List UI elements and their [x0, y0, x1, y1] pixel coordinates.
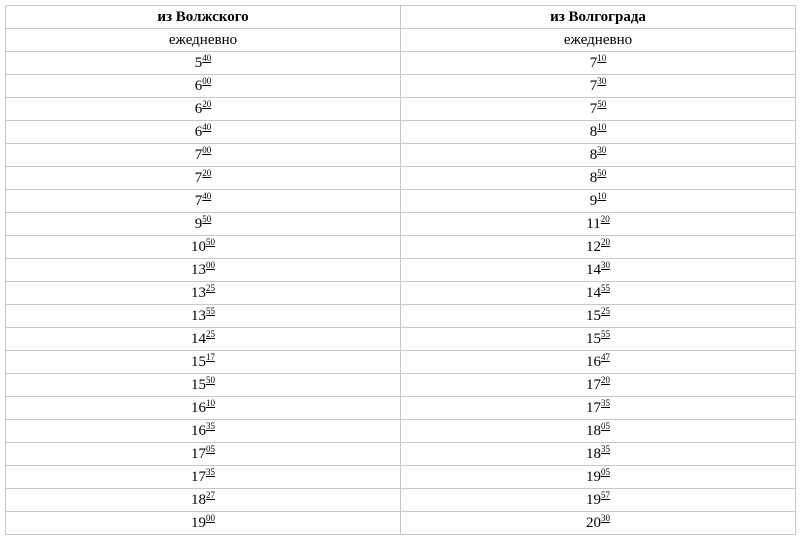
departure-volgograd: [401, 489, 796, 512]
time-minute: 55: [601, 283, 610, 293]
departure-volgograd: [401, 236, 796, 259]
departure-volzhsky: [6, 351, 401, 374]
time-minute: 30: [601, 260, 610, 270]
time-value: [586, 216, 609, 232]
table-row: [6, 75, 796, 98]
time-hour: 19: [191, 515, 206, 531]
time-value: [586, 515, 610, 531]
time-value: [586, 469, 610, 485]
time-hour: 13: [191, 308, 206, 324]
time-minute: 55: [206, 306, 215, 316]
time-value: [191, 239, 215, 255]
time-minute: 40: [202, 191, 212, 201]
time-value: [191, 400, 215, 416]
time-minute: 35: [206, 467, 215, 477]
time-hour: 14: [191, 331, 206, 347]
time-hour: 8: [589, 170, 598, 186]
departure-volgograd: [401, 420, 796, 443]
time-hour: 7: [589, 55, 598, 71]
departure-volzhsky: [6, 466, 401, 489]
time-value: [586, 400, 610, 416]
departure-volzhsky: [6, 489, 401, 512]
time-hour: 9: [194, 216, 203, 232]
departure-volzhsky: [6, 190, 401, 213]
time-value: [195, 170, 212, 186]
time-minute: 05: [601, 467, 610, 477]
departure-volzhsky: [6, 374, 401, 397]
time-hour: 7: [589, 101, 598, 117]
time-hour: 7: [194, 193, 203, 209]
departure-volgograd: [401, 75, 796, 98]
table-row: [6, 98, 796, 121]
departure-volzhsky: [6, 98, 401, 121]
time-hour: 8: [589, 147, 598, 163]
time-minute: 10: [206, 398, 215, 408]
time-value: [590, 147, 607, 163]
time-value: [590, 193, 607, 209]
time-minute: 25: [206, 329, 215, 339]
time-value: [586, 262, 610, 278]
time-minute: 40: [202, 122, 212, 132]
header-from-volgograd: из Волгограда: [401, 6, 796, 29]
time-value: [586, 239, 610, 255]
time-value: [191, 423, 215, 439]
time-hour: 11: [586, 216, 601, 232]
time-hour: 8: [589, 124, 598, 140]
departure-volgograd: [401, 98, 796, 121]
time-hour: 7: [194, 147, 203, 163]
departure-volzhsky: [6, 144, 401, 167]
time-hour: 10: [191, 239, 206, 255]
table-row: [6, 190, 796, 213]
table-row: [6, 259, 796, 282]
departure-volzhsky: [6, 420, 401, 443]
table-row: [6, 236, 796, 259]
time-hour: 13: [191, 262, 206, 278]
time-minute: 10: [597, 122, 607, 132]
departure-volgograd: [401, 282, 796, 305]
time-minute: 50: [206, 375, 215, 385]
schedule-table: [5, 5, 796, 535]
table-row: [6, 328, 796, 351]
time-value: [590, 101, 607, 117]
departure-volgograd: [401, 144, 796, 167]
time-minute: 20: [202, 168, 212, 178]
time-minute: 27: [206, 490, 215, 500]
time-value: [586, 331, 610, 347]
time-minute: 00: [202, 145, 212, 155]
time-minute: 35: [601, 444, 610, 454]
departure-volgograd: [401, 52, 796, 75]
table-row: [6, 489, 796, 512]
departure-volgograd: [401, 259, 796, 282]
table-row: [6, 351, 796, 374]
time-hour: 5: [194, 55, 203, 71]
time-minute: 25: [601, 306, 610, 316]
time-hour: 17: [586, 377, 601, 393]
departure-volzhsky: [6, 512, 401, 535]
time-hour: 6: [194, 124, 203, 140]
table-row: [6, 512, 796, 535]
departure-volzhsky: [6, 259, 401, 282]
time-minute: 50: [597, 168, 607, 178]
departure-volgograd: [401, 121, 796, 144]
table-row: [6, 167, 796, 190]
departure-volzhsky: [6, 305, 401, 328]
time-hour: 18: [586, 423, 601, 439]
time-hour: 17: [191, 446, 206, 462]
time-value: [191, 262, 215, 278]
time-hour: 16: [586, 354, 601, 370]
departure-volzhsky: [6, 328, 401, 351]
departure-volgograd: [401, 443, 796, 466]
time-minute: 00: [202, 76, 212, 86]
time-hour: 20: [586, 515, 601, 531]
frequency-volgograd: ежедневно: [401, 29, 796, 52]
time-value: [586, 492, 610, 508]
time-hour: 16: [191, 400, 206, 416]
time-minute: 35: [601, 398, 610, 408]
time-value: [191, 515, 215, 531]
time-hour: 6: [194, 78, 203, 94]
time-value: [191, 492, 215, 508]
time-minute: 17: [206, 352, 215, 362]
time-value: [586, 423, 610, 439]
time-value: [195, 55, 212, 71]
table-row: [6, 144, 796, 167]
time-hour: 18: [586, 446, 601, 462]
time-minute: 50: [597, 99, 607, 109]
frequency-volzhsky: ежедневно: [6, 29, 401, 52]
time-minute: 20: [600, 214, 610, 224]
time-value: [195, 101, 212, 117]
time-minute: 05: [206, 444, 215, 454]
time-hour: 17: [586, 400, 601, 416]
departure-volgograd: [401, 213, 796, 236]
table-row: [6, 282, 796, 305]
time-value: [191, 469, 215, 485]
time-value: [191, 377, 215, 393]
departure-volgograd: [401, 374, 796, 397]
departure-volzhsky: [6, 167, 401, 190]
time-minute: 00: [206, 513, 215, 523]
table-row: [6, 121, 796, 144]
time-hour: 13: [191, 285, 206, 301]
departure-volgograd: [401, 328, 796, 351]
time-hour: 16: [191, 423, 206, 439]
time-minute: 30: [597, 76, 607, 86]
time-hour: 7: [589, 78, 598, 94]
time-hour: 9: [589, 193, 598, 209]
time-minute: 55: [601, 329, 610, 339]
departure-volzhsky: [6, 443, 401, 466]
time-minute: 57: [601, 490, 610, 500]
departure-volgograd: [401, 512, 796, 535]
departure-volzhsky: [6, 75, 401, 98]
time-value: [191, 446, 215, 462]
time-value: [586, 446, 610, 462]
time-value: [191, 308, 215, 324]
header-row: [6, 6, 796, 29]
time-minute: 30: [601, 513, 610, 523]
header-from-volzhsky: из Волжского: [6, 6, 401, 29]
time-minute: 47: [601, 352, 610, 362]
time-minute: 10: [597, 53, 607, 63]
time-hour: 6: [194, 101, 203, 117]
time-value: [195, 193, 212, 209]
time-value: [195, 124, 212, 140]
time-value: [195, 78, 212, 94]
time-value: [586, 354, 610, 370]
time-hour: 14: [586, 262, 601, 278]
table-row: [6, 213, 796, 236]
time-minute: 05: [601, 421, 610, 431]
time-minute: 25: [206, 283, 215, 293]
time-minute: 10: [597, 191, 607, 201]
time-minute: 40: [202, 53, 212, 63]
time-minute: 50: [202, 214, 212, 224]
departure-volzhsky: [6, 397, 401, 420]
departure-volgograd: [401, 466, 796, 489]
time-hour: 12: [586, 239, 601, 255]
frequency-row: [6, 29, 796, 52]
time-value: [191, 354, 215, 370]
time-minute: 00: [206, 260, 215, 270]
time-value: [590, 124, 607, 140]
departure-volzhsky: [6, 52, 401, 75]
time-value: [586, 308, 610, 324]
time-minute: 20: [202, 99, 212, 109]
time-value: [191, 285, 215, 301]
departure-volzhsky: [6, 121, 401, 144]
departure-volgograd: [401, 167, 796, 190]
departure-volgograd: [401, 397, 796, 420]
schedule-body: [6, 29, 796, 535]
time-hour: 15: [191, 377, 206, 393]
departure-volzhsky: [6, 213, 401, 236]
table-row: [6, 52, 796, 75]
departure-volgograd: [401, 190, 796, 213]
departure-volzhsky: [6, 236, 401, 259]
time-value: [586, 285, 610, 301]
time-value: [590, 78, 607, 94]
table-row: [6, 305, 796, 328]
time-value: [195, 216, 212, 232]
time-minute: 20: [601, 237, 610, 247]
time-hour: 7: [194, 170, 203, 186]
time-hour: 17: [191, 469, 206, 485]
time-value: [586, 377, 610, 393]
time-minute: 30: [597, 145, 607, 155]
departure-volzhsky: [6, 282, 401, 305]
table-row: [6, 443, 796, 466]
time-value: [195, 147, 212, 163]
time-minute: 50: [206, 237, 215, 247]
time-hour: 15: [586, 331, 601, 347]
time-minute: 20: [601, 375, 610, 385]
table-row: [6, 420, 796, 443]
time-minute: 35: [206, 421, 215, 431]
time-hour: 15: [191, 354, 206, 370]
time-hour: 19: [586, 469, 601, 485]
time-hour: 15: [586, 308, 601, 324]
time-value: [590, 170, 607, 186]
time-hour: 19: [586, 492, 601, 508]
table-row: [6, 374, 796, 397]
departure-volgograd: [401, 351, 796, 374]
time-hour: 14: [586, 285, 601, 301]
table-row: [6, 466, 796, 489]
table-row: [6, 397, 796, 420]
time-value: [590, 55, 607, 71]
time-hour: 18: [191, 492, 206, 508]
departure-volgograd: [401, 305, 796, 328]
time-value: [191, 331, 215, 347]
